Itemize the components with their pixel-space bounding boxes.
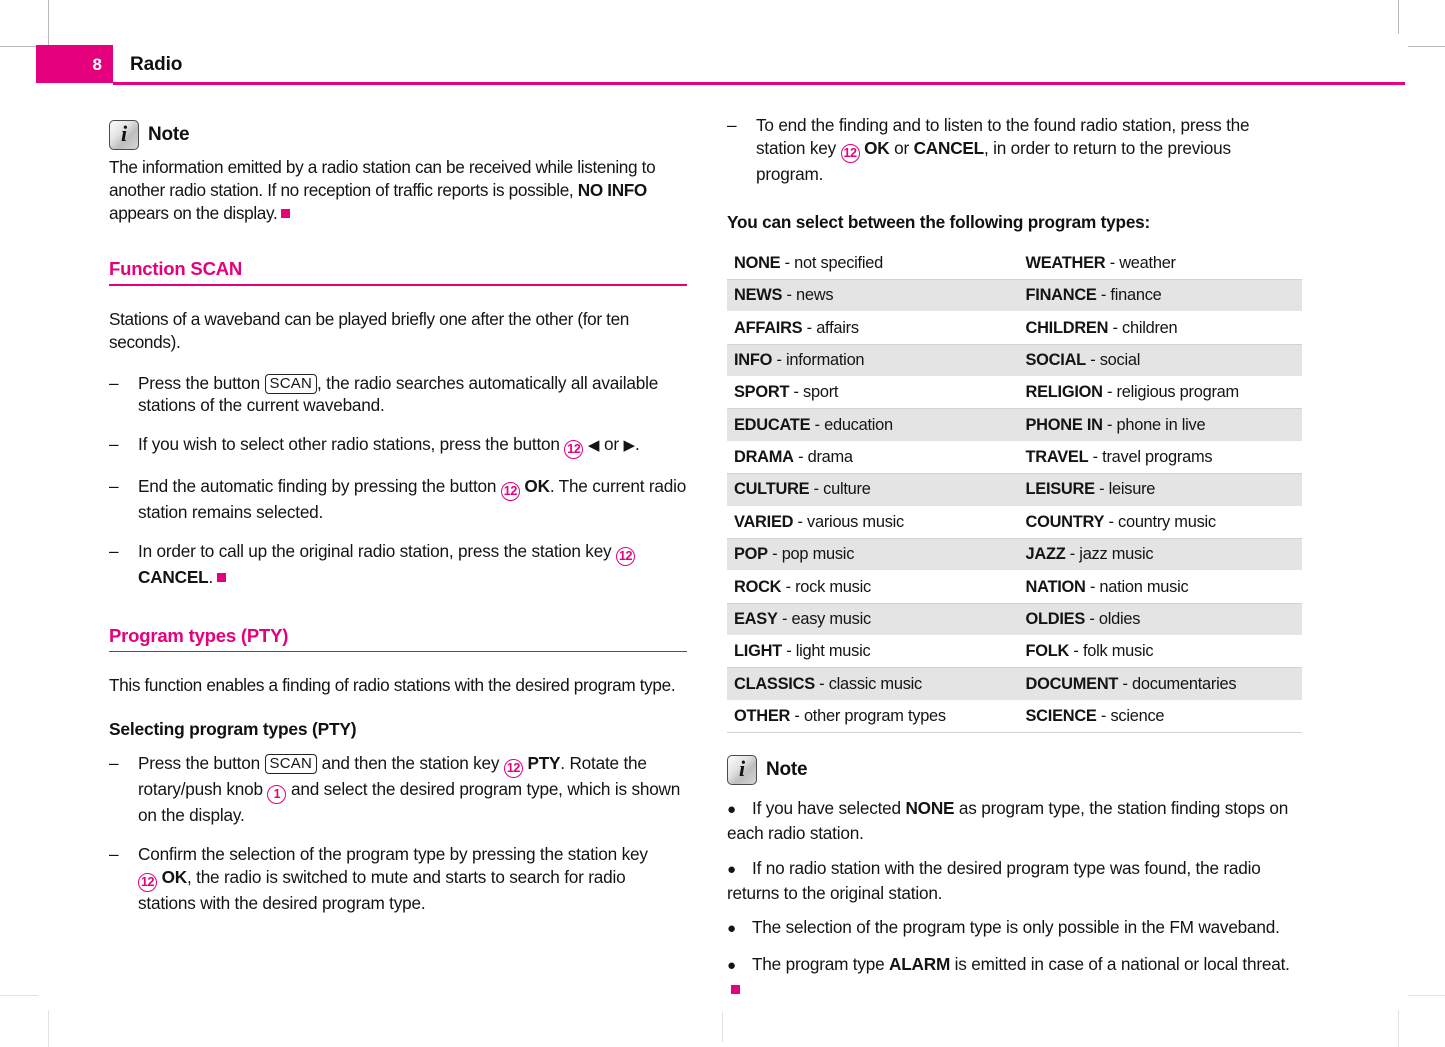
text-fragment: and select the desired program type, which is shown on the display. (138, 779, 681, 826)
end-marker-square (217, 573, 226, 582)
table-cell-right (1015, 312, 1303, 344)
table-cell-right (1015, 474, 1303, 506)
ok-label: OK (161, 866, 187, 887)
text-fragment: . (635, 434, 640, 455)
section-rule (109, 651, 687, 653)
table-cell-left (727, 538, 1015, 570)
table-cell-right (1015, 538, 1303, 570)
table-intro-text: You can select between the following program types: (727, 211, 1151, 232)
bullet-dot-icon: ● (727, 920, 736, 938)
pty-code: VARIED (734, 512, 794, 531)
text-fragment: as program type, the station finding stops on each radio station. (727, 798, 1289, 844)
pty-description: - various music (793, 512, 904, 531)
pty-code: CLASSICS (734, 674, 815, 693)
ok-label: OK (864, 137, 890, 158)
text-fragment: Press the button (138, 753, 265, 774)
scan-intro-paragraph: Stations of a waveband can be played briefly one after the other (for ten seconds). (109, 308, 630, 352)
table-cell-right (1015, 377, 1303, 409)
text-fragment: , in order to return to the previous program. (756, 137, 1231, 184)
pty-code: PHONE IN (1025, 415, 1103, 434)
pty-code: INFO (734, 350, 773, 369)
section-title-program-types: Program types (PTY) (109, 624, 289, 646)
dash-marker: – (109, 843, 119, 864)
arrow-right-icon: ▶ (623, 437, 636, 455)
pty-description: - phone in live (1102, 415, 1206, 434)
note-header (109, 120, 687, 150)
dash-marker: – (109, 476, 119, 497)
page-title: Radio (130, 54, 183, 75)
dash-marker: – (109, 372, 119, 393)
table-row (727, 248, 1302, 280)
cancel-label: CANCEL (913, 137, 984, 158)
scan-key-button[interactable]: SCAN (265, 374, 317, 394)
pty-code: SOCIAL (1025, 350, 1086, 369)
page-header (0, 0, 1445, 95)
table-cell-right (1015, 571, 1303, 603)
pty-code: EASY (734, 609, 778, 628)
end-marker-square (731, 985, 740, 994)
note-body (109, 156, 687, 224)
list-item (109, 843, 687, 915)
table-cell-left (727, 377, 1015, 409)
table-row (727, 409, 1302, 441)
table-cell-left (727, 636, 1015, 668)
note-bullet (727, 953, 1302, 1001)
text-fragment: If you wish to select other radio stations, press the button (138, 434, 565, 455)
table-cell-right (1015, 636, 1303, 668)
list-item (109, 372, 687, 418)
dash-marker: – (109, 540, 119, 561)
scan-key-button[interactable]: SCAN (265, 754, 317, 774)
text-fragment: End the automatic finding by pressing the button (138, 476, 501, 497)
list-item-text (138, 433, 687, 459)
table-cell-right (1015, 279, 1303, 311)
pty-code: CHILDREN (1025, 318, 1109, 337)
section-title-function-scan: Function SCAN (109, 258, 243, 280)
table-row (727, 506, 1302, 538)
page-number: 8 (92, 55, 102, 74)
text-fragment: or (889, 137, 914, 158)
table-cell-left (727, 700, 1015, 732)
info-icon: i (727, 755, 757, 785)
table-cell-left (727, 279, 1015, 311)
list-item-text (138, 540, 687, 589)
section-program-types (109, 625, 687, 653)
subsection-title-selecting-pty: Selecting program types (PTY) (109, 719, 357, 740)
pty-intro-paragraph: This function enables a finding of radio stations with the desired program type. (109, 675, 676, 696)
table-cell-right (1015, 344, 1303, 376)
pty-description: - social (1085, 350, 1141, 369)
pty-description: - religious program (1102, 383, 1239, 402)
pty-code: JAZZ (1025, 545, 1066, 564)
pty-description: - oldies (1085, 609, 1141, 628)
note-bullet (727, 857, 1302, 905)
table-cell-left (727, 248, 1015, 280)
cancel-label: CANCEL (138, 566, 209, 587)
pty-description: - sport (789, 383, 839, 402)
text-fragment: and then the station key (317, 753, 504, 774)
table-row (727, 279, 1302, 311)
table-cell-left (727, 344, 1015, 376)
table-cell-left (727, 409, 1015, 441)
table-row (727, 441, 1302, 473)
pty-code: FOLK (1025, 642, 1070, 661)
none-label: NONE (905, 798, 955, 819)
table-cell-right (1015, 603, 1303, 635)
reference-circle-12: 12 (501, 482, 520, 501)
info-icon: i (109, 120, 139, 150)
text-fragment: , the radio is switched to mute and starts to search for radio stations with the desired program type. (138, 866, 626, 913)
crop-mark-bottom-right-horizontal (1408, 995, 1445, 996)
dash-marker: – (109, 753, 119, 774)
note-body-part1: The information emitted by a radio station can be received while listening to another radio station. If no reception of traffic reports is possible, (109, 157, 656, 200)
list-item (109, 540, 687, 589)
list-item (109, 475, 687, 524)
table-row (727, 668, 1302, 700)
list-item (109, 752, 687, 827)
text-fragment: , the radio searches automatically all available stations of the current waveband. (138, 372, 659, 416)
pty-code: SCIENCE (1025, 707, 1097, 726)
note-block-bottom (727, 755, 1302, 1001)
table-row (727, 636, 1302, 668)
note-body-part2: appears on the display. (109, 202, 278, 223)
pty-code: NEWS (734, 286, 783, 305)
pty-description: - drama (793, 448, 853, 467)
reference-circle-12: 12 (841, 144, 860, 163)
pty-description: - culture (809, 480, 871, 499)
text-fragment: If no radio station with the desired program type was found, the radio returns to the original station. (727, 857, 1261, 903)
note-block-top (109, 120, 687, 224)
pty-description: - news (782, 286, 834, 305)
reference-circle-12: 12 (138, 873, 157, 892)
crop-mark-bottom-left-horizontal (0, 995, 38, 996)
table-cell-left (727, 668, 1015, 700)
text-fragment: Confirm the selection of the program type by pressing the station key (138, 843, 648, 864)
bullet-dot-icon: ● (727, 860, 736, 878)
alarm-label: ALARM (889, 954, 951, 975)
pty-description: - information (772, 350, 865, 369)
note-label: Note (148, 124, 190, 145)
pty-code: OTHER (734, 707, 791, 726)
reference-circle-12: 12 (504, 759, 523, 778)
pty-description: - affairs (802, 318, 859, 337)
note-header (727, 755, 1302, 785)
pty-code: EDUCATE (734, 415, 811, 434)
crop-mark-bottom-right-vertical (1398, 1010, 1399, 1047)
text-fragment: The program type (752, 954, 890, 975)
text-fragment: If you have selected (752, 798, 906, 819)
table-row (727, 700, 1302, 732)
table-cell-left (727, 312, 1015, 344)
table-cell-right (1015, 441, 1303, 473)
pty-label: PTY (527, 753, 561, 774)
pty-description: - finance (1096, 286, 1162, 305)
pty-code: RELIGION (1025, 383, 1103, 402)
pty-code: POP (734, 545, 768, 564)
bullet-dot-icon: ● (727, 801, 736, 819)
list-item-text (138, 372, 687, 418)
arrow-left-icon: ◀ (587, 437, 600, 455)
pty-description: - other program types (790, 707, 946, 726)
list-item (727, 114, 1302, 186)
pty-code: AFFAIRS (734, 318, 803, 337)
section-function-scan (109, 258, 687, 286)
pty-code: LEISURE (1025, 480, 1095, 499)
pty-code: COUNTRY (1025, 512, 1105, 531)
pty-description: - weather (1105, 253, 1176, 272)
table-row (727, 603, 1302, 635)
note-bullet (727, 916, 1302, 941)
pty-code: OLDIES (1025, 609, 1086, 628)
pty-description: - science (1096, 707, 1165, 726)
table-cell-left (727, 603, 1015, 635)
note-bullet (727, 797, 1302, 845)
pty-code: WEATHER (1025, 253, 1106, 272)
list-item (109, 433, 687, 459)
pty-description: - light music (781, 642, 871, 661)
pty-code: CULTURE (734, 480, 810, 499)
table-row (727, 377, 1302, 409)
right-column (727, 114, 1302, 1001)
crop-mark-bottom-left-vertical (48, 1010, 49, 1047)
pty-code: NATION (1025, 577, 1086, 596)
table-row (727, 538, 1302, 570)
pty-code: DRAMA (734, 448, 794, 467)
text-fragment: or (599, 434, 624, 455)
table-cell-left (727, 571, 1015, 603)
table-cell-right (1015, 248, 1303, 280)
pty-code: NONE (734, 253, 781, 272)
pty-description: - nation music (1085, 577, 1189, 596)
list-item-text (138, 475, 687, 524)
note-label: Note (766, 759, 808, 781)
crop-mark-bottom-center-vertical (722, 1012, 723, 1042)
ok-label: OK (524, 476, 550, 497)
pty-description: - easy music (777, 609, 871, 628)
pty-description: - country music (1104, 512, 1216, 531)
pty-code: SPORT (734, 383, 790, 402)
list-item-text (138, 843, 687, 915)
pty-description: - education (810, 415, 893, 434)
text-fragment: is emitted in case of a national or local threat. (950, 954, 1290, 975)
table-cell-right (1015, 409, 1303, 441)
bullet-dot-icon: ● (727, 957, 736, 975)
table-cell-left (727, 474, 1015, 506)
program-types-table (727, 248, 1302, 734)
left-column (109, 120, 687, 915)
table-row (727, 571, 1302, 603)
pty-code: FINANCE (1025, 286, 1097, 305)
table-cell-right (1015, 668, 1303, 700)
pty-description: - documentaries (1118, 674, 1237, 693)
pty-code: LIGHT (734, 642, 782, 661)
pty-description: - jazz music (1065, 545, 1154, 564)
pty-description: - not specified (780, 253, 883, 272)
pty-description: - leisure (1094, 480, 1156, 499)
pty-description: - classic music (814, 674, 922, 693)
list-item-text (756, 114, 1302, 186)
end-marker-square (281, 209, 290, 218)
pty-description: - folk music (1069, 642, 1154, 661)
text-fragment: . (208, 566, 213, 587)
dash-marker: – (109, 434, 119, 455)
table-cell-left (727, 506, 1015, 538)
list-item-text (138, 752, 687, 827)
note-body-bold: NO INFO (577, 179, 647, 200)
header-rule (113, 82, 1405, 85)
reference-circle-12: 12 (564, 440, 583, 459)
table-cell-right (1015, 506, 1303, 538)
text-fragment: The selection of the program type is only possible in the FM waveband. (752, 917, 1280, 938)
table-cell-right (1015, 700, 1303, 732)
dash-marker: – (727, 115, 737, 135)
pty-code: DOCUMENT (1025, 674, 1119, 693)
text-fragment: . Rotate the rotary/push knob (138, 753, 647, 800)
text-fragment: In order to call up the original radio station, press the station key (138, 540, 617, 561)
table-row (727, 312, 1302, 344)
text-fragment: To end the finding and to listen to the found radio station, press the station key (756, 115, 1250, 158)
table-row (727, 344, 1302, 376)
text-fragment: . The current radio station remains selected. (138, 476, 687, 523)
pty-code: ROCK (734, 577, 782, 596)
reference-circle-1: 1 (267, 785, 286, 804)
pty-code: TRAVEL (1025, 448, 1089, 467)
text-fragment: Press the button (138, 372, 265, 393)
table-cell-left (727, 441, 1015, 473)
reference-circle-12: 12 (616, 547, 635, 566)
table-row (727, 474, 1302, 506)
section-rule (109, 284, 687, 286)
pty-description: - rock music (781, 577, 871, 596)
pty-description: - pop music (767, 545, 855, 564)
pty-description: - children (1108, 318, 1178, 337)
pty-description: - travel programs (1088, 448, 1213, 467)
